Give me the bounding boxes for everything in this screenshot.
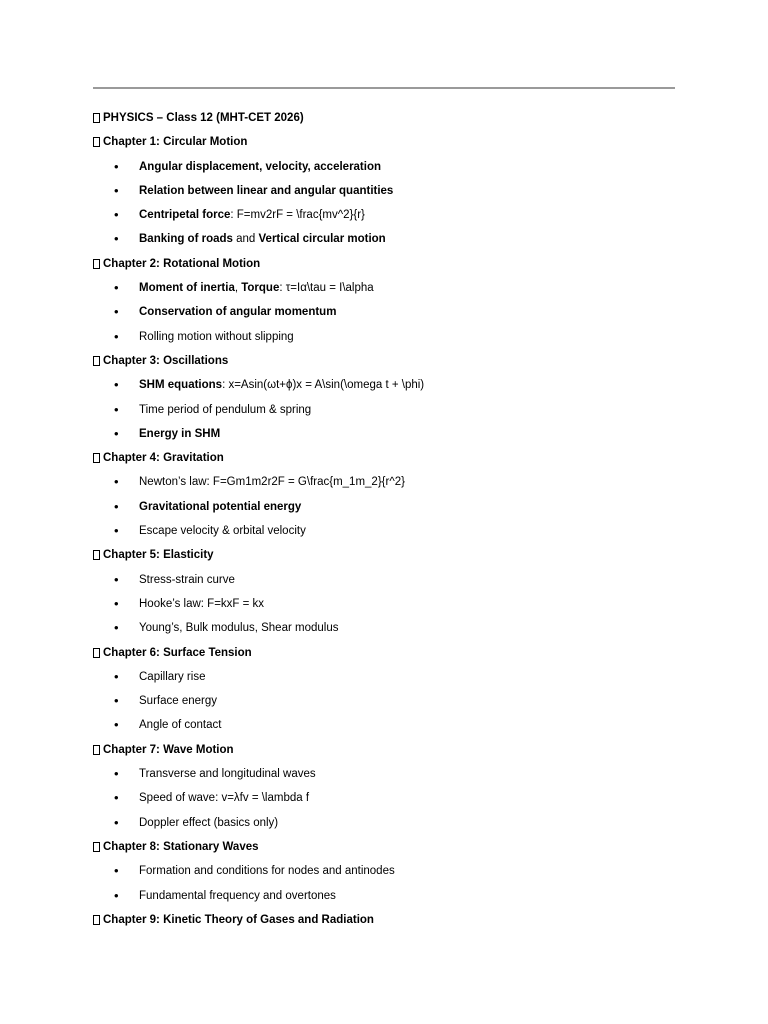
topic-list	[93, 572, 693, 645]
list-item: • Relation between linear and angular quantities	[93, 183, 693, 207]
chapter-heading-text: Chapter 2: Rotational Motion	[103, 257, 261, 270]
topic-list	[93, 377, 693, 450]
missing-glyph-icon	[93, 137, 100, 147]
list-item: • Banking of roads and Vertical circular motion	[93, 231, 693, 255]
missing-glyph-icon	[93, 113, 100, 123]
missing-glyph-icon	[93, 915, 100, 925]
list-item: • Escape velocity & orbital velocity	[93, 523, 693, 547]
missing-glyph-icon	[93, 550, 100, 560]
missing-glyph-icon	[93, 453, 100, 463]
list-item: • Transverse and longitudinal waves	[93, 766, 693, 790]
list-item: • Doppler effect (basics only)	[93, 815, 693, 839]
list-item: • SHM equations: x=Asin(ωt+ϕ)x = A\sin(\omega t + \phi)	[93, 377, 693, 401]
horizontal-rule	[93, 87, 675, 89]
chapter-heading	[93, 645, 693, 669]
chapter-heading	[93, 912, 693, 936]
topic-list	[93, 159, 693, 256]
list-item: • Moment of inertia, Torque: τ=Iα\tau = I\alpha	[93, 280, 693, 304]
chapter-heading-text: Chapter 9: Kinetic Theory of Gases and Radiation	[103, 913, 374, 926]
list-item: • Stress-strain curve	[93, 572, 693, 596]
list-item: • Angular displacement, velocity, acceleration	[93, 159, 693, 183]
list-item: • Energy in SHM	[93, 426, 693, 450]
list-item: • Angle of contact	[93, 717, 693, 741]
chapter-heading	[93, 839, 693, 863]
list-item: • Conservation of angular momentum	[93, 304, 693, 328]
missing-glyph-icon	[93, 648, 100, 658]
document-body	[93, 110, 693, 936]
list-item: • Newton’s law: F=Gm1m2r2F = G\frac{m_1m_2}{r^2}	[93, 474, 693, 498]
chapter-heading-text: Chapter 3: Oscillations	[103, 354, 229, 367]
list-item: • Hooke’s law: F=kxF = kx	[93, 596, 693, 620]
chapter-heading	[93, 547, 693, 571]
topic-list	[93, 474, 693, 547]
title-text: PHYSICS – Class 12 (MHT-CET 2026)	[103, 112, 304, 124]
chapter-heading	[93, 134, 693, 158]
missing-glyph-icon	[93, 356, 100, 366]
chapter-heading	[93, 353, 693, 377]
chapter-heading-text: Chapter 7: Wave Motion	[103, 743, 234, 756]
chapter-heading	[93, 256, 693, 280]
list-item: • Surface energy	[93, 693, 693, 717]
topic-list	[93, 863, 693, 912]
list-item: • Time period of pendulum & spring	[93, 402, 693, 426]
list-item: • Centripetal force: F=mv2rF = \frac{mv^2}{r}	[93, 207, 693, 231]
chapter-heading-text: Chapter 4: Gravitation	[103, 452, 224, 465]
list-item: • Young’s, Bulk modulus, Shear modulus	[93, 620, 693, 644]
chapter-heading-text: Chapter 8: Stationary Waves	[103, 840, 259, 853]
chapter-heading-text: Chapter 1: Circular Motion	[103, 136, 248, 149]
chapter-heading-text: Chapter 5: Elasticity	[103, 549, 214, 562]
topic-list	[93, 669, 693, 742]
missing-glyph-icon	[93, 259, 100, 269]
list-item: • Speed of wave: v=λfv = \lambda f	[93, 790, 693, 814]
list-item: • Fundamental frequency and overtones	[93, 888, 693, 912]
list-item: • Formation and conditions for nodes and antinodes	[93, 863, 693, 887]
missing-glyph-icon	[93, 745, 100, 755]
topic-list	[93, 766, 693, 839]
list-item: • Rolling motion without slipping	[93, 329, 693, 353]
chapter-heading	[93, 450, 693, 474]
missing-glyph-icon	[93, 842, 100, 852]
chapter-heading	[93, 742, 693, 766]
list-item: • Capillary rise	[93, 669, 693, 693]
topic-list	[93, 280, 693, 353]
list-item: • Gravitational potential energy	[93, 499, 693, 523]
document-title	[93, 110, 693, 134]
chapter-heading-text: Chapter 6: Surface Tension	[103, 646, 252, 659]
